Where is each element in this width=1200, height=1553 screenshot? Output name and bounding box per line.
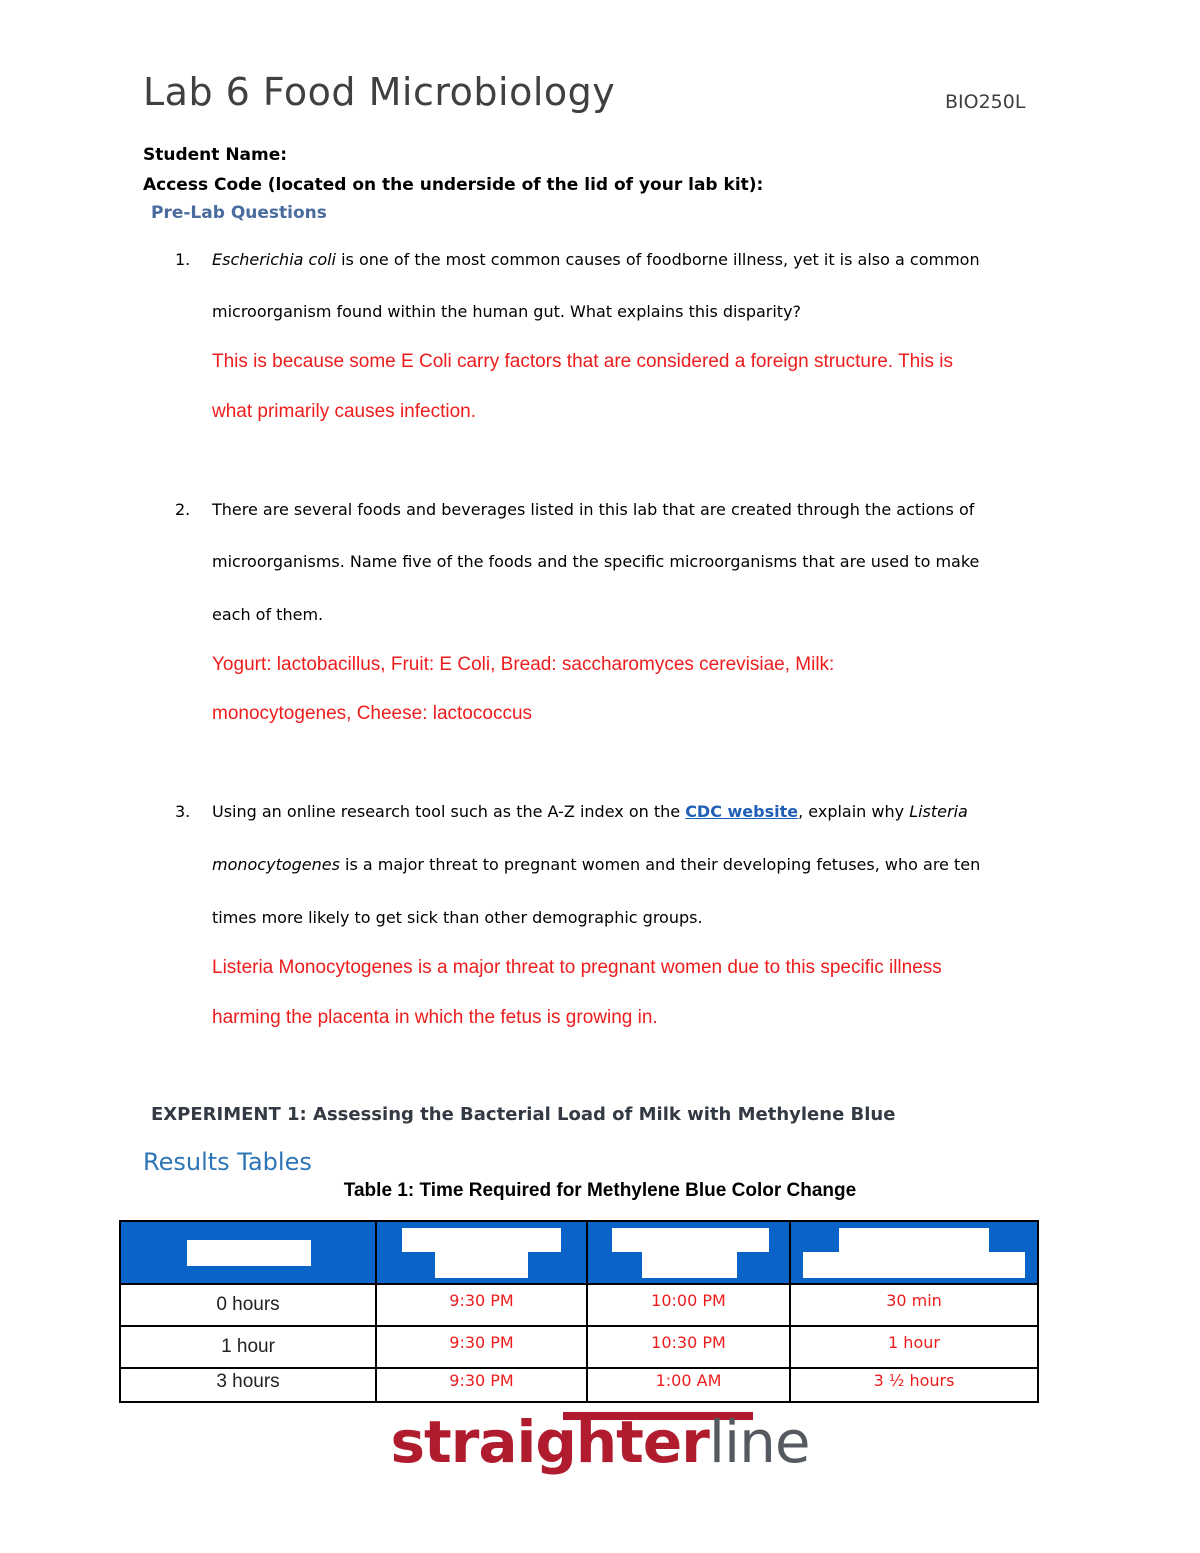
header-cell-1 — [120, 1221, 376, 1284]
row-3-time: 3 hours — [120, 1368, 376, 1402]
redacted-block — [435, 1250, 528, 1278]
course-code: BIO250L — [945, 91, 1026, 113]
row-3-elapsed: 3 ½ hours — [790, 1368, 1038, 1402]
question-3-organism-a: Listeria — [909, 802, 968, 821]
table-row — [120, 1368, 1038, 1402]
row-2-elapsed: 1 hour — [790, 1326, 1038, 1368]
header-cell-4 — [790, 1221, 1038, 1284]
question-1-number: 1. — [175, 250, 191, 269]
answer-2-line-2: monocytogenes, Cheese: lactococcus — [212, 703, 533, 724]
redacted-block — [402, 1228, 561, 1252]
table-caption: Table 1: Time Required for Methylene Blue Color Change — [343, 1180, 857, 1201]
logo-part-2: line — [708, 1408, 810, 1476]
answer-1-line-1: This is because some E Coli carry factors that are considered a foreign structure. This is — [212, 351, 953, 372]
question-3-line-2 — [212, 855, 980, 874]
answer-1-line-2: what primarily causes infection. — [212, 401, 476, 422]
cdc-website-link[interactable]: CDC website — [685, 802, 799, 821]
row-2-start: 9:30 PM — [376, 1326, 587, 1368]
redacted-block — [187, 1240, 311, 1266]
experiment-heading: EXPERIMENT 1: Assessing the Bacterial Load of Milk with Methylene Blue — [151, 1104, 896, 1125]
row-2-change: 10:30 PM — [587, 1326, 790, 1368]
row-3-change: 1:00 AM — [587, 1368, 790, 1402]
row-3-start: 9:30 PM — [376, 1368, 587, 1402]
document-title: Lab 6 Food Microbiology — [143, 70, 616, 114]
question-3-text-a: Using an online research tool such as the A-Z index on the — [212, 802, 686, 821]
header-cell-2 — [376, 1221, 587, 1284]
question-1-line-2: microorganism found within the human gut. What explains this disparity? — [212, 302, 802, 321]
question-1-text: is one of the most common causes of foodborne illness, yet it is also a common — [336, 250, 980, 269]
row-1-change: 10:00 PM — [587, 1284, 790, 1326]
results-table — [119, 1220, 1039, 1403]
question-2-line-2: microorganisms. Name five of the foods and the specific microorganisms that are used to make — [212, 552, 980, 571]
question-2-number: 2. — [175, 500, 191, 519]
logo-part-1: straighter — [390, 1408, 709, 1476]
question-3-number: 3. — [175, 802, 191, 821]
redacted-block — [612, 1228, 769, 1252]
answer-3-line-2: harming the placenta in which the fetus is growing in. — [212, 1007, 658, 1028]
straighterline-logo — [0, 1408, 1200, 1476]
question-2-line-3: each of them. — [212, 605, 324, 624]
answer-3-line-1: Listeria Monocytogenes is a major threat to pregnant women due to this specific illness — [212, 957, 942, 978]
row-1-elapsed: 30 min — [790, 1284, 1038, 1326]
header-cell-3 — [587, 1221, 790, 1284]
question-3-line-3: times more likely to get sick than other demographic groups. — [212, 908, 703, 927]
question-3-text-b: , explain why — [798, 802, 910, 821]
row-1-time: 0 hours — [120, 1284, 376, 1326]
question-2-line-1: There are several foods and beverages listed in this lab that are created through the actions of — [212, 500, 975, 519]
table-row — [120, 1284, 1038, 1326]
row-1-start: 9:30 PM — [376, 1284, 587, 1326]
student-name-label: Student Name: — [143, 145, 288, 165]
question-3-line-1 — [212, 802, 968, 821]
row-2-time: 1 hour — [120, 1326, 376, 1368]
question-3-organism-b: monocytogenes — [212, 855, 340, 874]
redacted-block — [803, 1252, 1025, 1278]
question-1-organism: Escherichia coli — [212, 250, 336, 269]
answer-2-line-1: Yogurt: lactobacillus, Fruit: E Coli, Bread: saccharomyces cerevisiae, Milk: — [212, 654, 835, 675]
prelab-heading: Pre-Lab Questions — [151, 203, 327, 223]
redacted-block — [642, 1250, 737, 1278]
redacted-block — [839, 1228, 989, 1254]
table-row — [120, 1326, 1038, 1368]
question-1-line-1 — [212, 250, 980, 269]
table-header-row — [120, 1221, 1038, 1284]
access-code-label: Access Code (located on the underside of the lid of your lab kit): — [143, 175, 764, 195]
results-heading: Results Tables — [143, 1148, 312, 1176]
question-3-text-c: is a major threat to pregnant women and their developing fetuses, who are ten — [339, 855, 981, 874]
